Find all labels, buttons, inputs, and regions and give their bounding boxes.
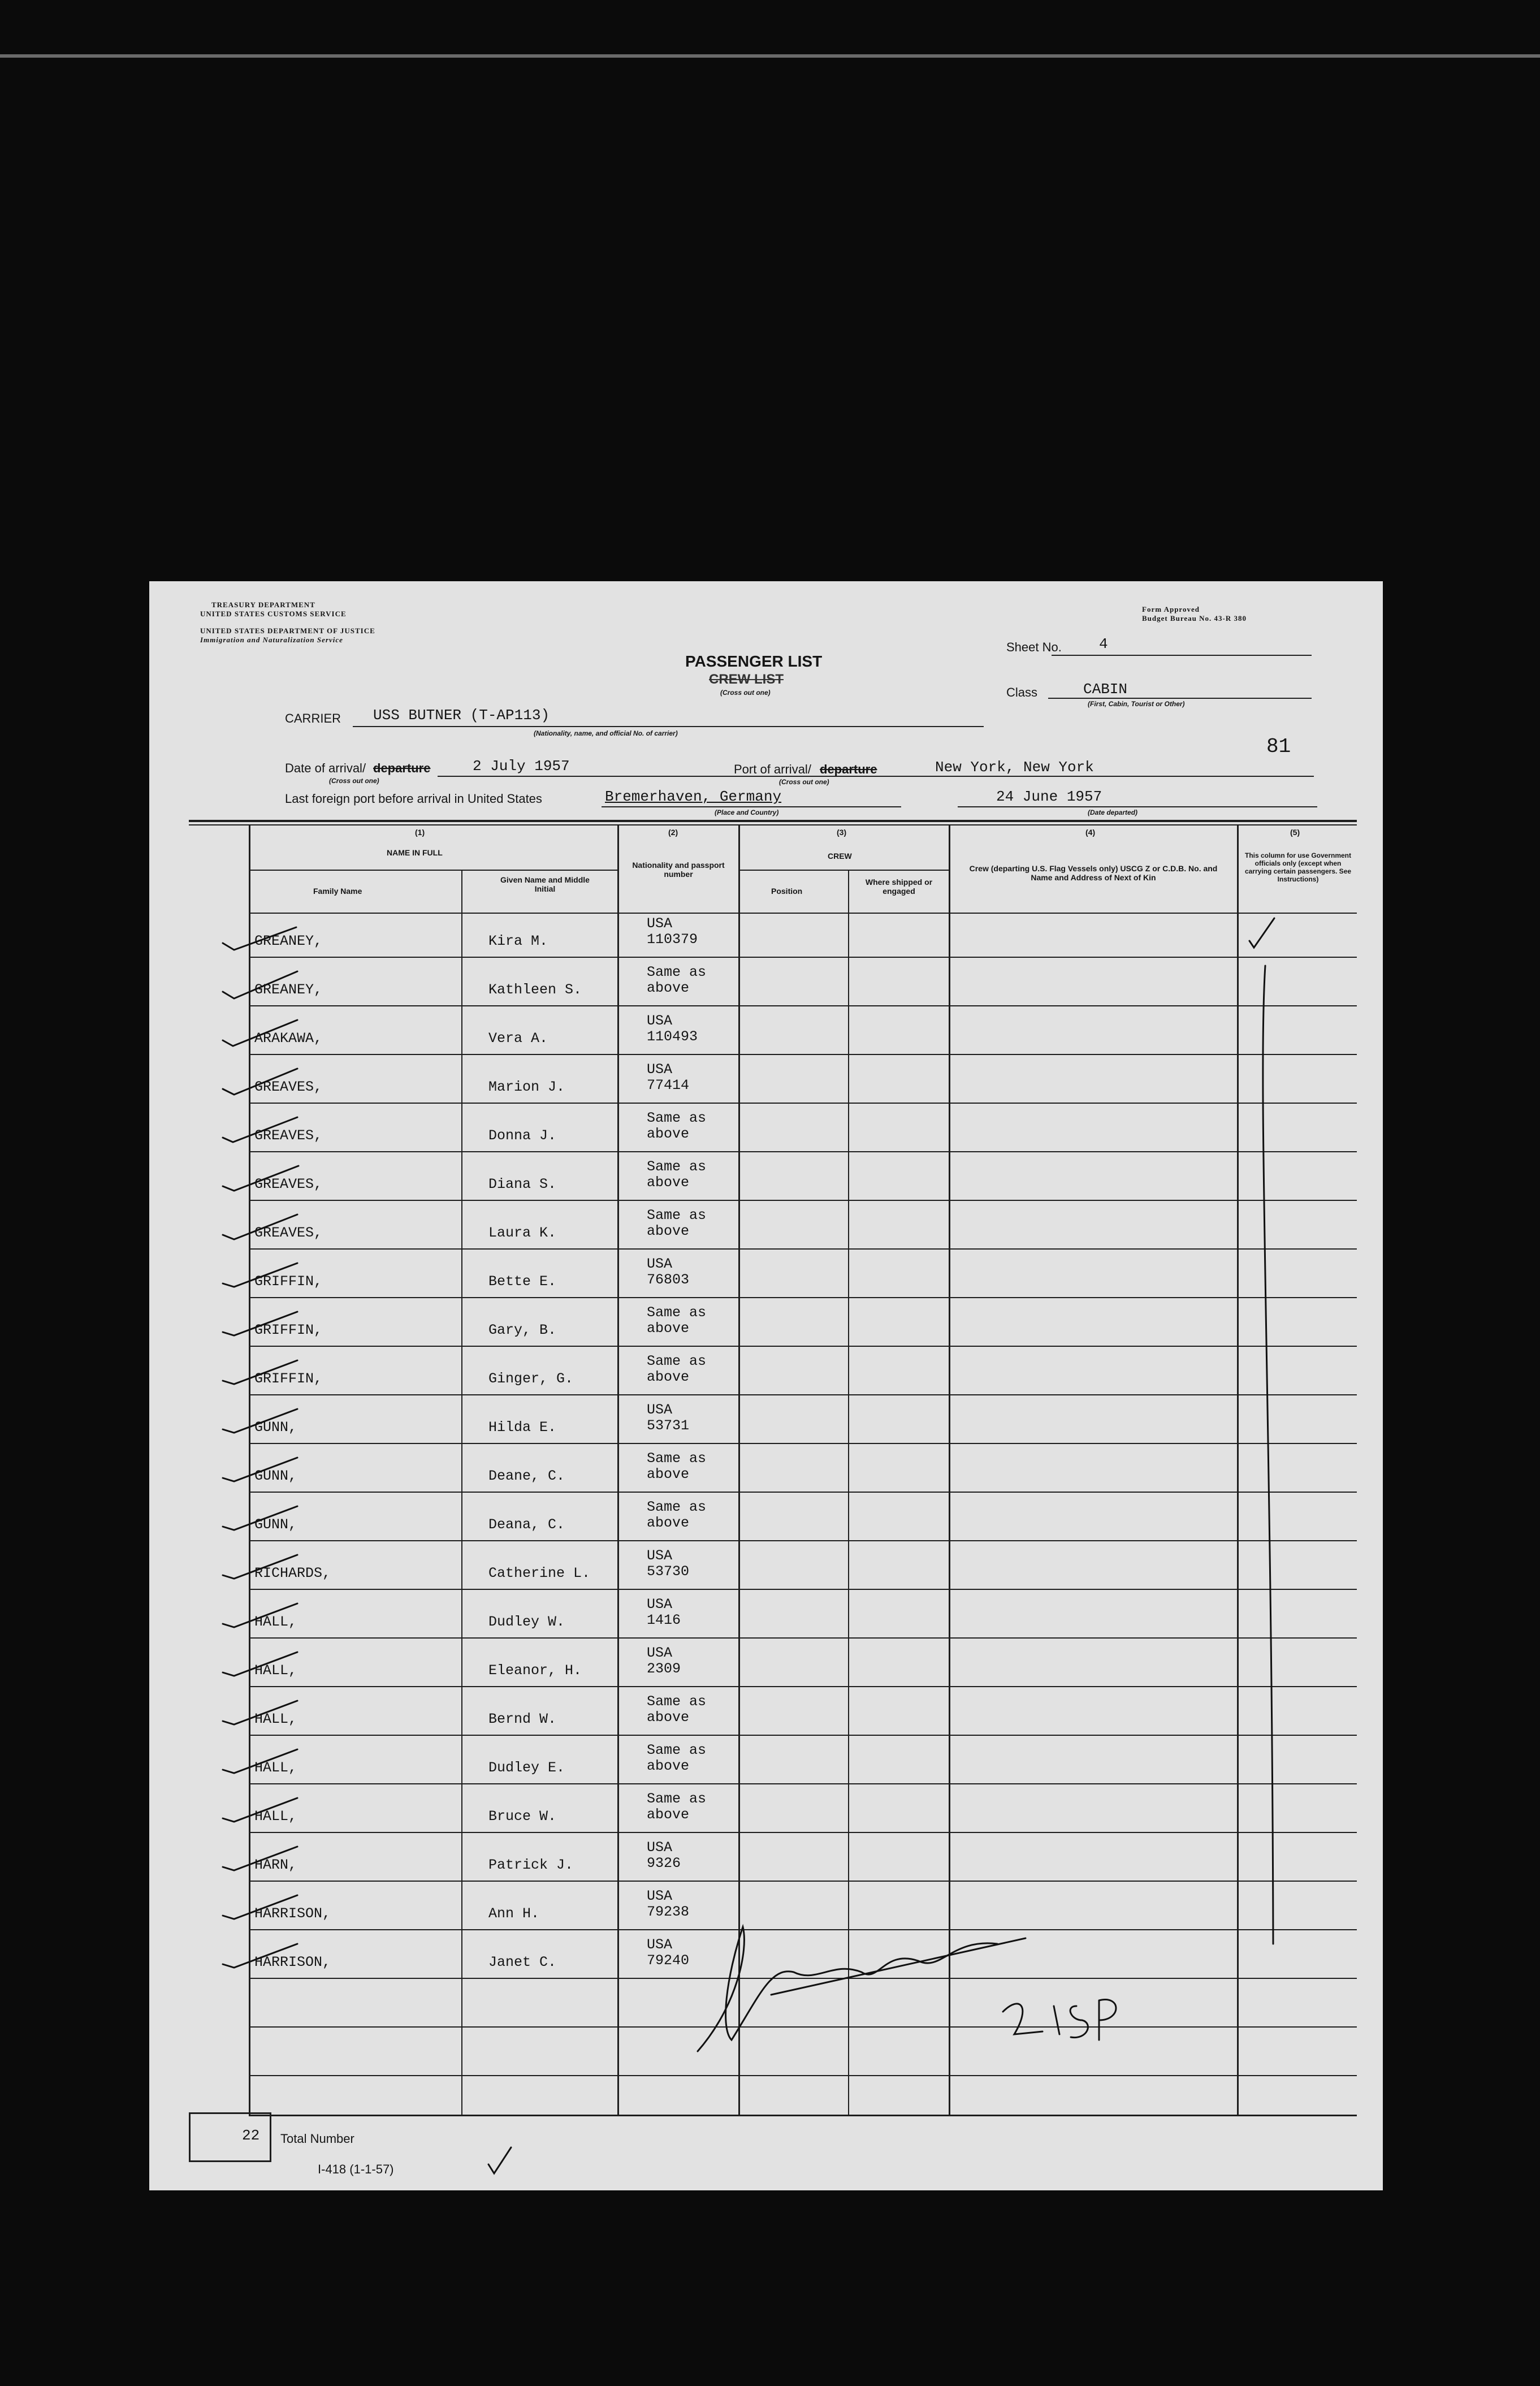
nationality-line2: 110493: [647, 1028, 698, 1045]
col-position: Position: [771, 887, 803, 896]
given-name: Deana, C.: [488, 1516, 565, 1533]
given-name: Dudley W.: [488, 1614, 565, 1630]
nationality-line2: above: [647, 1709, 690, 1726]
passenger-list-sheet: [149, 581, 1383, 2190]
nationality-line1: Same as: [647, 1110, 707, 1126]
port-cross-out: (Cross out one): [779, 778, 829, 786]
nationality-line2: 110379: [647, 931, 698, 948]
col1-title: NAME IN FULL: [387, 848, 443, 857]
given-name: Marion J.: [488, 1079, 565, 1095]
departed-hint: (Date departed): [1088, 809, 1138, 816]
dept-ins: Immigration and Naturalization Service: [200, 636, 343, 644]
nationality-line2: 1416: [647, 1612, 681, 1628]
carrier-value: USS BUTNER (T-AP113): [373, 707, 550, 724]
budget-bureau: Budget Bureau No. 43-R 380: [1142, 614, 1247, 623]
total-number-label: Total Number: [280, 2132, 354, 2146]
nationality-line2: above: [647, 1223, 690, 1239]
family-name: GREAVES,: [254, 1127, 323, 1144]
nationality-line1: Same as: [647, 1693, 707, 1710]
col1-number: (1): [415, 828, 425, 837]
family-name: HALL,: [254, 1662, 297, 1679]
given-name: Donna J.: [488, 1127, 557, 1144]
date-struck: departure: [373, 761, 431, 775]
given-name: Dudley E.: [488, 1760, 565, 1776]
given-name: Catherine L.: [488, 1565, 591, 1581]
family-name: GREAVES,: [254, 1079, 323, 1095]
nationality-line1: Same as: [647, 1207, 707, 1224]
last-port-hint: (Place and Country): [715, 809, 779, 816]
nationality-line2: 79240: [647, 1952, 690, 1969]
departed-date: 24 June 1957: [996, 788, 1102, 805]
nationality-line1: USA: [647, 1402, 673, 1418]
nationality-line2: above: [647, 1174, 690, 1191]
given-name: Bruce W.: [488, 1808, 557, 1825]
family-name: GUNN,: [254, 1468, 297, 1484]
port-struck: departure: [820, 762, 877, 776]
nationality-line2: above: [647, 1806, 690, 1823]
family-name: GREAVES,: [254, 1176, 323, 1192]
form-number: I-418 (1-1-57): [318, 2162, 394, 2176]
total-number-value: 22: [242, 2127, 260, 2144]
nationality-line2: 53730: [647, 1563, 690, 1580]
nationality-line2: above: [647, 980, 690, 996]
given-name: Ginger, G.: [488, 1371, 574, 1387]
nationality-line1: Same as: [647, 1450, 707, 1467]
given-name: Diana S.: [488, 1176, 557, 1192]
given-name: Janet C.: [488, 1954, 557, 1970]
nationality-line1: Same as: [647, 964, 707, 980]
class-hint: (First, Cabin, Tourist or Other): [1088, 700, 1185, 708]
carrier-hint: (Nationality, name, and official No. of carrier): [534, 729, 678, 737]
date-cross-out: (Cross out one): [329, 777, 379, 785]
nationality-line2: 2309: [647, 1661, 681, 1677]
class-value: CABIN: [1083, 681, 1128, 698]
handwritten-marks: [149, 581, 1383, 2190]
nationality-line2: 77414: [647, 1077, 690, 1093]
family-name: HALL,: [254, 1808, 297, 1825]
page-number: 81: [1266, 735, 1291, 758]
col5-title: This column for use Government officials only (except when carrying certain passengers. See Instructions): [1244, 851, 1352, 883]
nationality-line2: 9326: [647, 1855, 681, 1871]
sheet-number: 4: [1099, 636, 1108, 652]
given-name: Deane, C.: [488, 1468, 565, 1484]
given-name: Kira M.: [488, 933, 548, 949]
nationality-line1: USA: [647, 1061, 673, 1078]
nationality-line1: USA: [647, 1645, 673, 1661]
last-port-label: Last foreign port before arrival in United States: [285, 792, 542, 806]
col4-title: Crew (departing U.S. Flag Vessels only) USCG Z or C.D.B. No. and Name and Address of Next of Kin: [969, 864, 1218, 882]
nationality-line1: Same as: [647, 1159, 707, 1175]
col3-number: (3): [837, 828, 847, 837]
nationality-line1: Same as: [647, 1791, 707, 1807]
nationality-line1: USA: [647, 1888, 673, 1904]
nationality-line2: above: [647, 1320, 690, 1337]
dept-treasury: TREASURY DEPARTMENT: [211, 600, 315, 609]
nationality-line1: USA: [647, 1839, 673, 1856]
given-name: Hilda E.: [488, 1419, 557, 1436]
col2-title: Nationality and passport number: [632, 861, 725, 879]
last-port-value: Bremerhaven, Germany: [605, 788, 782, 805]
given-name: Kathleen S.: [488, 982, 582, 998]
family-name: HALL,: [254, 1711, 297, 1727]
family-name: GRIFFIN,: [254, 1273, 323, 1290]
given-name: Gary, B.: [488, 1322, 557, 1338]
col-where-shipped: Where shipped or engaged: [865, 878, 933, 896]
family-name: GUNN,: [254, 1516, 297, 1533]
nationality-line1: Same as: [647, 1742, 707, 1758]
form-approved: Form Approved: [1142, 605, 1200, 613]
family-name: RICHARDS,: [254, 1565, 331, 1581]
family-name: GREAVES,: [254, 1225, 323, 1241]
given-name: Vera A.: [488, 1030, 548, 1047]
nationality-line1: USA: [647, 1548, 673, 1564]
family-name: HARRISON,: [254, 1954, 331, 1970]
nationality-line2: above: [647, 1758, 690, 1774]
class-label: Class: [1006, 685, 1038, 699]
dept-customs: UNITED STATES CUSTOMS SERVICE: [200, 610, 347, 618]
film-edge-line: [0, 54, 1540, 58]
given-name: Patrick J.: [488, 1857, 574, 1873]
family-name: GREANEY,: [254, 982, 323, 998]
nationality-line2: 79238: [647, 1904, 690, 1920]
col2-number: (2): [668, 828, 678, 837]
nationality-line1: Same as: [647, 1353, 707, 1369]
family-name: HARN,: [254, 1857, 297, 1873]
nationality-line2: 76803: [647, 1272, 690, 1288]
nationality-line2: above: [647, 1126, 690, 1142]
family-name: GUNN,: [254, 1419, 297, 1436]
given-name: Laura K.: [488, 1225, 557, 1241]
nationality-line2: above: [647, 1369, 690, 1385]
carrier-label: CARRIER: [285, 711, 341, 725]
family-name: HALL,: [254, 1760, 297, 1776]
col3-title: CREW: [828, 851, 852, 861]
sheet-label: Sheet No.: [1006, 640, 1062, 654]
given-name: Bernd W.: [488, 1711, 557, 1727]
page-title: PASSENGER LIST: [685, 652, 823, 670]
nationality-line1: USA: [647, 1256, 673, 1272]
nationality-line2: above: [647, 1515, 690, 1531]
arrival-port: New York, New York: [935, 759, 1094, 776]
nationality-line1: Same as: [647, 1499, 707, 1515]
nationality-line1: USA: [647, 1013, 673, 1029]
nationality-line2: above: [647, 1466, 690, 1482]
arrival-date: 2 July 1957: [473, 758, 570, 775]
family-name: GRIFFIN,: [254, 1371, 323, 1387]
col-given-name: Given Name and Middle Initial: [500, 875, 590, 893]
col5-number: (5): [1290, 828, 1300, 837]
nationality-line1: USA: [647, 1937, 673, 1953]
given-name: Ann H.: [488, 1905, 540, 1922]
family-name: HALL,: [254, 1614, 297, 1630]
title-cross-out-hint: (Cross out one): [720, 689, 771, 697]
nationality-line1: USA: [647, 915, 673, 932]
nationality-line1: USA: [647, 1596, 673, 1613]
family-name: ARAKAWA,: [254, 1030, 323, 1047]
family-name: GREANEY,: [254, 933, 323, 949]
nationality-line1: Same as: [647, 1304, 707, 1321]
dept-justice: UNITED STATES DEPARTMENT OF JUSTICE: [200, 626, 375, 635]
date-label: Date of arrival/: [285, 761, 366, 775]
crew-list-struck: CREW LIST: [709, 672, 784, 687]
nationality-line2: 53731: [647, 1417, 690, 1434]
port-label: Port of arrival/: [734, 762, 811, 776]
given-name: Bette E.: [488, 1273, 557, 1290]
given-name: Eleanor, H.: [488, 1662, 582, 1679]
family-name: GRIFFIN,: [254, 1322, 323, 1338]
family-name: HARRISON,: [254, 1905, 331, 1922]
col4-number: (4): [1085, 828, 1096, 837]
col-family-name: Family Name: [313, 887, 362, 896]
